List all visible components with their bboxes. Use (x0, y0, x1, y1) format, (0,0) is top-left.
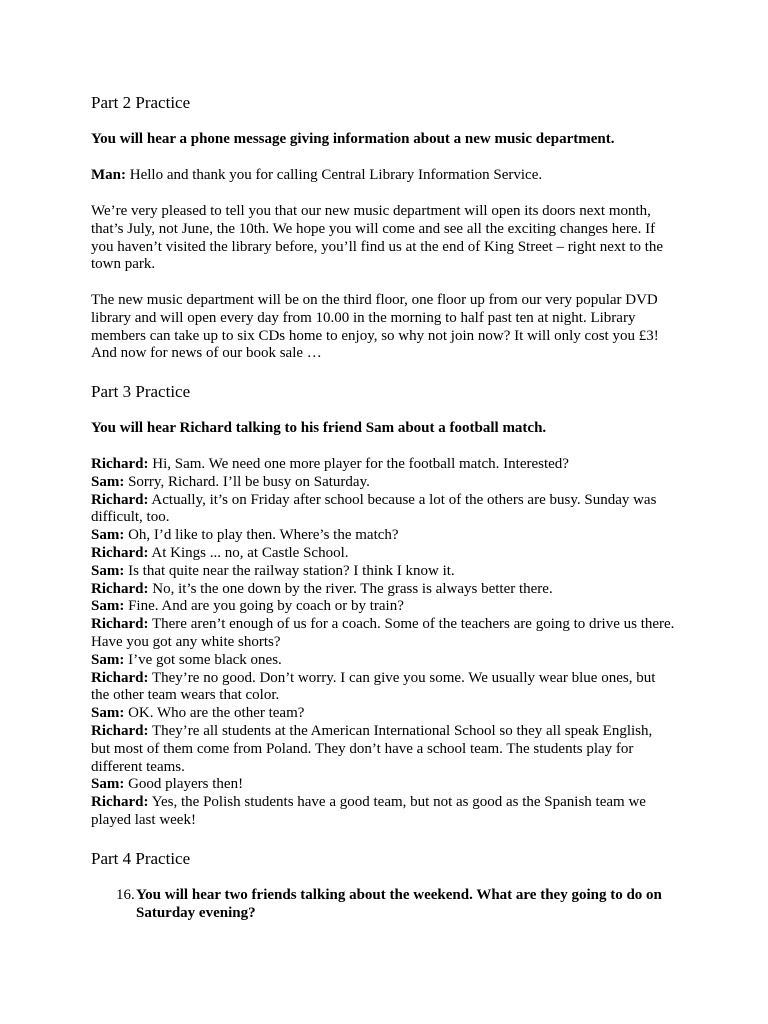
man-intro-text: Hello and thank you for calling Central Library Information Service. (126, 167, 543, 183)
dialogue-text: They’re all students at the American International School so they all speak English, but most of them come from Poland. They don’t have a school team. The students play for different teams. (91, 722, 653, 775)
dialogue-line (91, 598, 683, 616)
dialogue-line (91, 794, 683, 830)
dialogue-text: Is that quite near the railway station? I think I know it. (124, 562, 455, 579)
dialogue-line (91, 581, 683, 599)
dialogue-text: Sorry, Richard. I’ll be busy on Saturday. (124, 473, 370, 490)
speaker-label: Sam: (91, 598, 125, 615)
dialogue-text: I’ve got some black ones. (124, 651, 282, 668)
part-2-heading: Part 2 Practice (91, 93, 191, 112)
dialogue-line (91, 670, 683, 706)
dialogue-text: At Kings ... no, at Castle School. (148, 544, 349, 561)
speaker-label: Richard: (91, 580, 149, 597)
speaker-label: Richard: (91, 491, 149, 508)
speaker-label-man: Man: (91, 167, 126, 183)
speaker-label: Richard: (91, 669, 149, 686)
speaker-label: Richard: (91, 616, 149, 633)
dialogue-line (91, 705, 683, 723)
speaker-label: Sam: (91, 562, 125, 579)
part-3-instruction: You will hear Richard talking to his friend Sam about a football match. (91, 420, 547, 436)
speaker-label: Richard: (91, 456, 149, 472)
speaker-label: Sam: (91, 705, 125, 722)
dialogue-text: Fine. And are you going by coach or by train? (124, 598, 404, 615)
man-intro-line (91, 167, 683, 185)
dialogue-line (91, 652, 683, 670)
part-4-heading: Part 4 Practice (91, 849, 191, 868)
dialogue-line (91, 563, 683, 581)
dialogue-line (91, 723, 683, 776)
dialogue-text: Actually, it’s on Friday after school because a lot of the others are busy. Sunday was difficult, too. (91, 491, 657, 526)
dialogue-text: Oh, I’d like to play then. Where’s the match? (124, 527, 399, 544)
dialogue-line (91, 776, 683, 794)
dialogue-transcript (91, 456, 683, 830)
dialogue-text: Good players then! (124, 776, 244, 793)
dialogue-line (91, 527, 683, 545)
dialogue-text: OK. Who are the other team? (124, 705, 305, 722)
speaker-label: Richard: (91, 722, 149, 739)
part-2-paragraph-2: The new music department will be on the third floor, one floor up from our very popular DVD library and will open every day from 10.00 in the morning to half past ten at night. Library members can take up to six CDs home to enjoy, so why not join now? It will only cost you £3! And now for news of our book sale … (91, 292, 659, 362)
dialogue-text: Hi, Sam. We need one more player for the football match. Interested? (148, 456, 569, 472)
part-2-paragraph-1: We’re very pleased to tell you that our new music department will open its doors next month, that’s July, not June, the 10th. We hope you will come and see all the exciting changes here. If you haven’t visited the library before, you’ll find us at the end of King Street – right next to the town park. (91, 203, 664, 273)
part-2-instruction: You will hear a phone message giving information about a new music department. (91, 131, 615, 147)
speaker-label: Sam: (91, 776, 125, 793)
dialogue-line (91, 456, 683, 474)
dialogue-line (91, 474, 683, 492)
dialogue-text: Yes, the Polish students have a good team, but not as good as the Spanish team we played last week! (91, 794, 646, 828)
speaker-label: Sam: (91, 651, 125, 668)
dialogue-line (91, 616, 683, 652)
dialogue-line (91, 545, 683, 563)
speaker-label: Richard: (91, 544, 149, 561)
dialogue-line (91, 492, 683, 528)
question-text: You will hear two friends talking about the weekend. What are they going to do on Saturday evening? (136, 887, 662, 921)
dialogue-text: There aren’t enough of us for a coach. Some of the teachers are going to drive us there. Have you got any white shorts? (91, 616, 675, 650)
part-3-heading: Part 3 Practice (91, 382, 191, 401)
question-number: 16. (116, 887, 135, 903)
dialogue-text: They’re no good. Don’t worry. I can give you some. We usually wear blue ones, but the other team wears that color. (91, 669, 656, 704)
dialogue-text: No, it’s the one down by the river. The grass is always better there. (148, 580, 553, 597)
speaker-label: Sam: (91, 473, 125, 490)
speaker-label: Sam: (91, 527, 125, 544)
speaker-label: Richard: (91, 794, 149, 811)
